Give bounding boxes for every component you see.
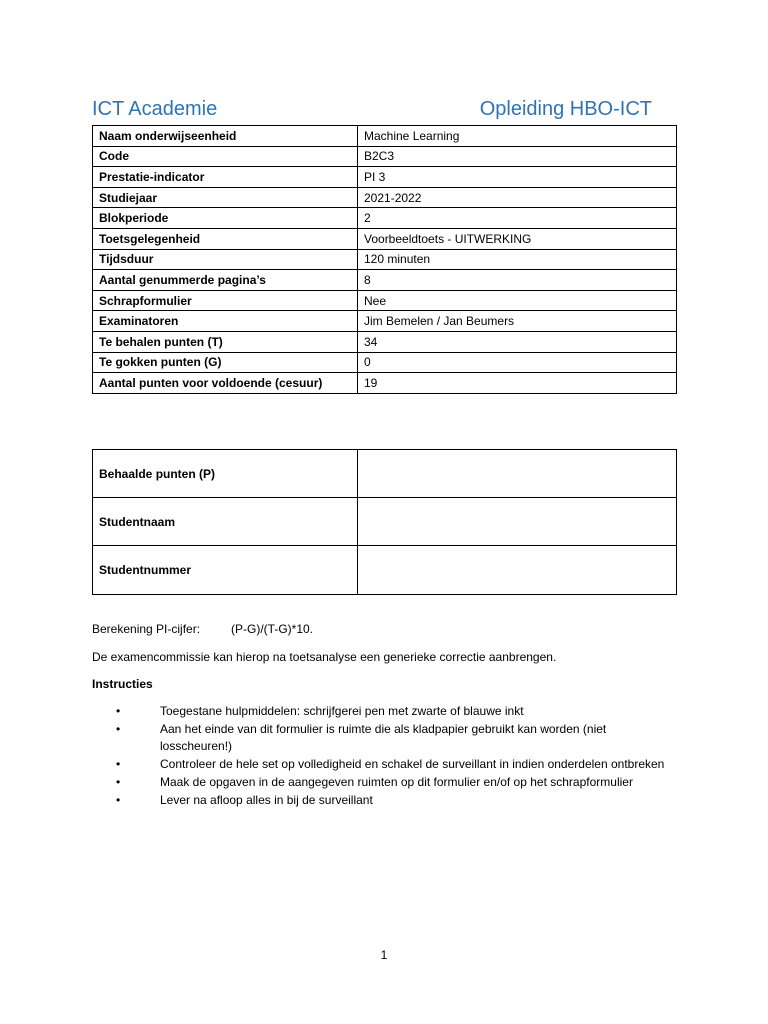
table-value-cell: 2021-2022 [358,187,677,208]
instruction-text: Aan het einde van dit formulier is ruimte die als kladpapier gebruikt kan worden (niet losscheuren!) [160,722,607,753]
table-key-cell: Studentnaam [93,498,358,546]
table-key-cell: Te gokken punten (G) [93,352,358,373]
instruction-text: Controleer de hele set op volledigheid en schakel de surveillant in indien onderdelen ontbreken [160,757,665,771]
commissie-note: De examencommissie kan hierop na toetsanalyse een generieke correctie aanbrengen. [92,650,557,664]
table-row [93,352,677,373]
header-academy: ICT Academie [92,98,218,120]
calculation-formula: (P-G)/(T-G)*10. [231,622,314,636]
table-key-cell: Prestatie-indicator [93,167,358,188]
table-key-cell: Toetsgelegenheid [93,228,358,249]
table-value-cell: Machine Learning [358,126,677,147]
page-header [92,98,652,124]
table-row [93,187,677,208]
table-row [93,373,677,394]
table-row [93,498,677,546]
bullet-icon: • [116,704,121,718]
table-value-cell: 120 minuten [358,249,677,270]
table-row [93,450,677,498]
table-value-cell: 19 [358,373,677,394]
instructions-title: Instructies [92,677,153,691]
table-row [93,290,677,311]
bullet-icon: • [116,757,121,771]
table-key-cell: Behaalde punten (P) [93,450,358,498]
table-key-cell: Code [93,146,358,167]
table-key-cell: Studiejaar [93,187,358,208]
table-row [93,228,677,249]
table-key-cell: Studentnummer [93,546,358,594]
calculation-line [92,622,314,636]
table-value-cell [358,546,677,594]
bullet-icon: • [116,793,121,807]
table-value-cell: 2 [358,208,677,229]
table-value-cell: PI 3 [358,167,677,188]
table-key-cell: Naam onderwijseenheid [93,126,358,147]
instruction-text: Toegestane hulpmiddelen: schrijfgerei pen met zwarte of blauwe inkt [160,704,524,718]
table-value-cell [358,498,677,546]
table-value-cell: Jim Bemelen / Jan Beumers [358,311,677,332]
page-number: 1 [380,948,388,962]
list-item [92,703,672,720]
table-key-cell: Blokperiode [93,208,358,229]
table-value-cell: Nee [358,290,677,311]
header-program: Opleiding HBO-ICT [479,98,652,120]
instruction-text: Maak de opgaven in de aangegeven ruimten op dit formulier en/of op het schrapformulier [160,775,633,789]
table-row [93,331,677,352]
table-row [93,249,677,270]
bullet-icon: • [116,722,121,736]
table-row [93,270,677,291]
exam-info-table [92,125,677,394]
bullet-icon: • [116,775,121,789]
list-item [92,774,672,791]
instructions-list [92,703,672,810]
table-key-cell: Aantal punten voor voldoende (cesuur) [93,373,358,394]
table-value-cell: 0 [358,352,677,373]
list-item [92,721,672,755]
table-row [93,546,677,594]
list-item [92,756,672,773]
table-value-cell: 34 [358,331,677,352]
table-row [93,208,677,229]
table-value-cell [358,450,677,498]
table-key-cell: Examinatoren [93,311,358,332]
table-value-cell: B2C3 [358,146,677,167]
table-value-cell: Voorbeeldtoets - UITWERKING [358,228,677,249]
table-key-cell: Tijdsduur [93,249,358,270]
table-key-cell: Schrapformulier [93,290,358,311]
list-item [92,792,672,809]
instruction-text: Lever na afloop alles in bij de surveillant [160,793,373,807]
table-row [93,311,677,332]
table-row [93,126,677,147]
table-key-cell: Te behalen punten (T) [93,331,358,352]
student-info-table [92,449,677,595]
table-row [93,146,677,167]
table-key-cell: Aantal genummerde pagina’s [93,270,358,291]
table-value-cell: 8 [358,270,677,291]
calculation-label: Berekening PI-cijfer: [92,622,201,636]
table-row [93,167,677,188]
